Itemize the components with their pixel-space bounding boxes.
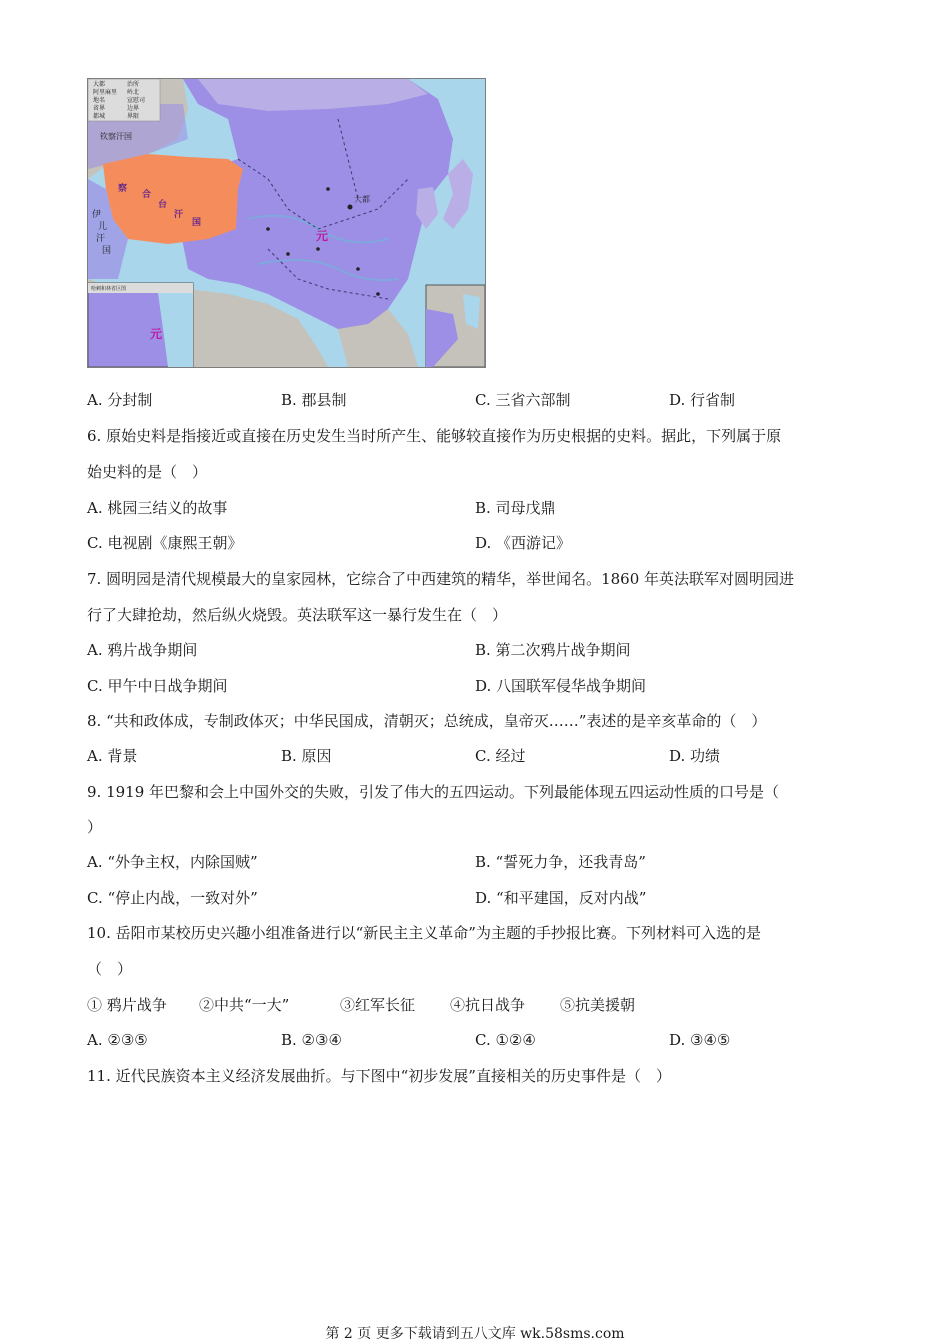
q10-item-5: ⑤抗美援朝 — [560, 996, 636, 1014]
q7-option-b: B. 第二次鸦片战争期间 — [475, 641, 631, 659]
q6-stem-line-2: 始史料的是（ ） — [87, 463, 208, 481]
q10-item-2: ②中共“一大” — [199, 996, 290, 1014]
legend-item: 省界 — [93, 105, 106, 112]
q9-option-b: B. “誓死力争，还我青岛” — [475, 853, 646, 871]
inset-title: 哈剌和林省区图 — [91, 286, 127, 292]
q10-option-a: A. ②③⑤ — [87, 1031, 148, 1049]
map-legend — [91, 80, 161, 120]
q10-stem-line-2: （ ） — [87, 960, 133, 978]
q8-option-c: C. 经过 — [475, 747, 526, 765]
q7-stem-line-2: 行了大肆抢劫，然后纵火烧毁。英法联军这一暴行发生在（ ） — [87, 606, 508, 624]
legend-item: 治所 — [127, 81, 140, 88]
q8-option-a: A. 背景 — [87, 747, 138, 765]
dadu-label: 大都 — [354, 195, 370, 204]
q9-option-c: C. “停止内战，一致对外” — [87, 889, 258, 907]
q9-stem-line-2: ） — [87, 818, 103, 836]
ilkhanate-label-3: 汗 — [96, 234, 106, 244]
chagatai-label-1: 察 — [118, 184, 128, 194]
q6-option-b: B. 司母戊鼎 — [475, 499, 556, 517]
legend-item: 都城 — [93, 113, 106, 120]
q6-stem-line-1: 6. 原始史料是指接近或直接在历史发生当时所产生、能够较直接作为历史根据的史料。据此，下列属于原 — [87, 427, 782, 445]
q5-option-c: C. 三省六部制 — [475, 391, 571, 409]
golden-horde-label: 钦察汗国 — [100, 132, 132, 141]
q7-option-d: D. 八国联军侵华战争期间 — [475, 677, 647, 695]
yuan-dynasty-map — [87, 78, 486, 368]
legend-item: 岭北 — [127, 89, 140, 96]
q10-option-c: C. ①②④ — [475, 1031, 536, 1049]
q5-option-b: B. 郡县制 — [281, 391, 347, 409]
chagatai-label-5: 国 — [192, 218, 202, 228]
chagatai-label-3: 台 — [158, 200, 168, 210]
legend-item: 宣慰司 — [127, 97, 146, 104]
q10-stem-line-1: 10. 岳阳市某校历史兴趣小组准备进行以“新民主主义革命”为主题的手抄报比赛。下列材料可入选的是 — [87, 924, 761, 942]
legend-item: 阿里麻里 — [93, 89, 118, 96]
legend-item: 大都 — [93, 81, 106, 88]
ilkhanate-label-1: 伊 — [92, 210, 102, 220]
map-graphic — [88, 79, 485, 367]
chagatai-label-2: 合 — [142, 190, 152, 200]
q10-option-b: B. ②③④ — [281, 1031, 342, 1049]
q8-option-d: D. 功绩 — [669, 747, 721, 765]
q6-option-d: D. 《西游记》 — [475, 534, 572, 552]
ilkhanate-label-2: 儿 — [98, 222, 108, 232]
legend-item: 边界 — [127, 105, 140, 112]
q7-option-a: A. 鸦片战争期间 — [87, 641, 198, 659]
legend-item: 界限 — [127, 113, 140, 120]
chagatai-label-4: 汗 — [174, 210, 184, 220]
page-footer: 第 2 页 更多下载请到五八文库 wk.58sms.com — [325, 1326, 625, 1342]
q9-option-d: D. “和平建国，反对内战” — [475, 889, 647, 907]
q8-stem-line-1: 8. “共和政体成，专制政体灭；中华民国成，清朝灭；总统成，皇帝灭……”表述的是辛亥革命的（ ） — [87, 712, 767, 730]
q5-option-a: A. 分封制 — [87, 391, 153, 409]
yuan-inset-label: 元 — [150, 327, 163, 341]
legend-item: 地名 — [93, 97, 106, 104]
q6-option-c: C. 电视剧《康熙王朝》 — [87, 534, 243, 552]
ilkhanate-label-4: 国 — [102, 246, 112, 256]
q10-option-d: D. ③④⑤ — [669, 1031, 731, 1049]
yuan-label: 元 — [316, 229, 329, 243]
q10-item-1: ① 鸦片战争 — [87, 996, 167, 1014]
q8-option-b: B. 原因 — [281, 747, 332, 765]
q7-option-c: C. 甲午中日战争期间 — [87, 677, 228, 695]
q7-stem-line-1: 7. 圆明园是清代规模最大的皇家园林，它综合了中西建筑的精华，举世闻名。1860 年英法联军对圆明园进 — [87, 570, 795, 588]
q10-item-3: ③红军长征 — [340, 996, 416, 1014]
q9-stem-line-1: 9. 1919 年巴黎和会上中国外交的失败，引发了伟大的五四运动。下列最能体现五四运动性质的口号是（ — [87, 783, 780, 801]
q9-option-a: A. “外争主权，内除国贼” — [87, 853, 258, 871]
q10-item-4: ④抗日战争 — [450, 996, 526, 1014]
q6-option-a: A. 桃园三结义的故事 — [87, 499, 228, 517]
q5-option-d: D. 行省制 — [669, 391, 736, 409]
q11-stem-line-1: 11. 近代民族资本主义经济发展曲折。与下图中“初步发展”直接相关的历史事件是（ ） — [87, 1067, 671, 1085]
